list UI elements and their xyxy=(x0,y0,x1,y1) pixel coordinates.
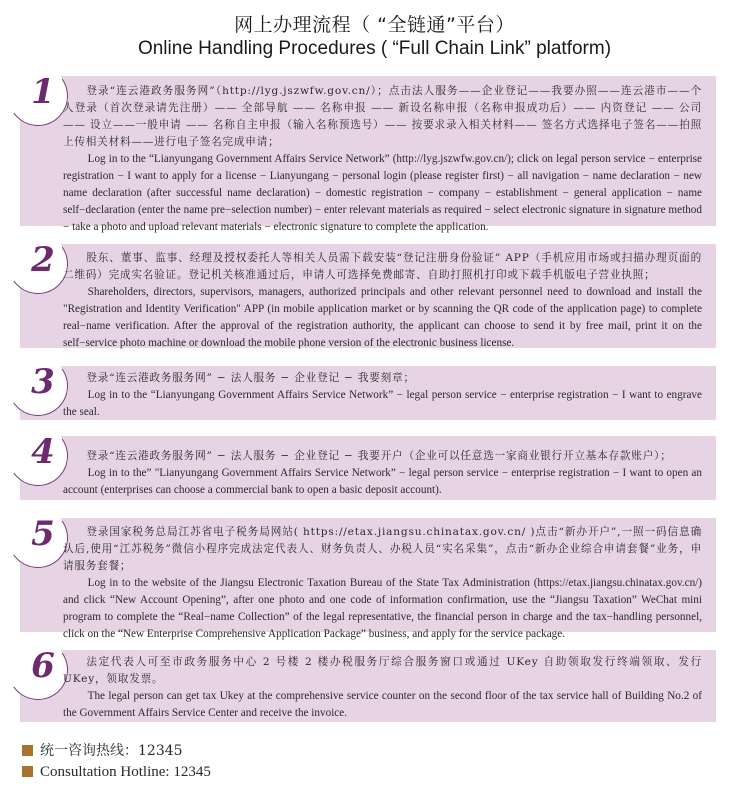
page-title-en: Online Handling Procedures ( “Full Chain Link” platform) xyxy=(137,38,612,59)
step-number: 6 xyxy=(31,646,55,686)
step-text-en: Log in to the website of the Jiangsu Electronic Taxation Bureau of the State Tax Administration (https://etax.jiangsu.chinatax.gov.cn/) and click “New Account Opening”, after one photo and one code of information confirmation, use the “Jiangsu Taxation” WeChat mini program to complete the “Real−name Collection” of the legal representative, the financial person in charge and the tax−handling personnel, click on the “New Enterprise Comprehensive Application Package” business, and apply for the service package. xyxy=(63,577,702,640)
step-number: 1 xyxy=(31,72,55,112)
page-title-zh: 网上办理流程（ “全链通”平台） xyxy=(234,14,515,36)
step-text-en: Shareholders, directors, supervisors, managers, authorized principals and other relevant personnel need to download and install the "Registration and Identity Verification" APP (in mobile application market or by scanning the QR code of the application page) to complete real−name verification. After the approval of the registration authority, the applicant can choose to send it by free mail, print it on the self−service photo machine or download the mobile phone version of the electronic business license. xyxy=(63,286,702,349)
step-text-zh: 登录国家税务总局江苏省电子税务局网站( https://etax.jiangsu.chinatax.gov.cn/ )点击“新办开户”,一照一码信息确认后,使用“江苏税务”微信小程序完成法定代表人、财务负责人、办税人员“实名采集”，点击“新办企业综合申请套餐”业务，申请服务套餐； xyxy=(63,526,702,572)
step-number: 3 xyxy=(31,362,55,402)
step-4 xyxy=(20,432,716,500)
hotline-en-text: Consultation Hotline: 12345 xyxy=(40,764,211,780)
step-text xyxy=(63,370,702,421)
bullet-square-icon xyxy=(22,745,33,756)
step-text xyxy=(63,83,702,236)
step-text xyxy=(63,448,702,499)
step-text-en: The legal person can get tax Ukey at the comprehensive service counter on the second floor of the tax service hall of Building No.2 of the Government Affairs Service Center and receive the invoice. xyxy=(63,690,702,719)
bullet-square-icon xyxy=(22,766,33,777)
step-2 xyxy=(20,240,716,349)
step-3 xyxy=(20,362,716,420)
step-text-zh: 登录“连云港政务服务网”（http://lyg.jszwfw.gov.cn/）；点击法人服务——企业登记——我要办照——连云港市——个人登录（首次登录请先注册）—— 全部导航 —— 名称申报 —— 新设名称申报（名称申报成功后）—— 内资登记 —— 公司—— 设立——一般申请 —— 名称自主申报（输入名称预选号）—— 按要求录入相关材料—— 签名方式选择电子签名——拍照上传相关材料——进行电子签名完成申请； xyxy=(63,85,702,148)
step-text-zh: 法定代表人可至市政务服务中心 2 号楼 2 楼办税服务厅综合服务窗口或通过 UKey 自助领取发行终端领取、发行 UKey，领取发票。 xyxy=(63,656,702,685)
hotline-en xyxy=(22,764,211,781)
step-text-en: Log in to the” "Lianyungang Government Affairs Service Network” − legal person service − enterprise registration − I want to open an account (enterprises can choose a commercial bank to open a basic deposit account). xyxy=(63,467,702,496)
step-text-zh: 股东、董事、监事、经理及授权委托人等相关人员需下载安装“登记注册身份验证” APP（手机应用市场或扫描办理页面的二维码）完成实名验证。登记机关核准通过后，申请人可选择免费邮寄、自助打照机打印或下载手机版电子营业执照； xyxy=(63,252,702,281)
step-text-en: Log in to the “Lianyungang Government Affairs Service Network” (http://lyg.jszwfw.gov.cn/); click on legal person service − enterprise registration − I want to apply for a license − Lianyungang − personal login (please register first) − all navigation − name declaration − new name declaration (after successful name declaration) − domestic registration − company − establishment − general application − name self−declaration (enter the name pre−selection number) − enter relevant materials as required − select electronic signature in signature method − take a photo and upload relevant materials − electronic signature to complete the application. xyxy=(63,153,702,233)
step-text xyxy=(63,250,702,352)
step-text-zh: 登录“连云港政务服务网” − 法人服务 − 企业登记 − 我要开户（企业可以任意选一家商业银行开立基本存款账户）； xyxy=(86,450,672,462)
step-6 xyxy=(20,646,716,722)
hotline-zh xyxy=(22,740,183,760)
hotline-zh-text: 统一咨询热线：12345 xyxy=(40,743,183,759)
step-number: 5 xyxy=(31,514,55,554)
step-1 xyxy=(20,72,716,233)
step-text xyxy=(63,654,702,722)
step-text-zh: 登录“连云港政务服务网” − 法人服务 − 企业登记 − 我要刻章； xyxy=(86,372,415,384)
step-number: 4 xyxy=(31,432,55,472)
step-text xyxy=(63,524,702,643)
step-5 xyxy=(20,514,716,640)
step-number: 2 xyxy=(31,240,55,280)
step-text-en: Log in to the “Lianyungang Government Affairs Service Network” − legal person service − enterprise registration − I want to engrave the seal. xyxy=(63,389,702,418)
